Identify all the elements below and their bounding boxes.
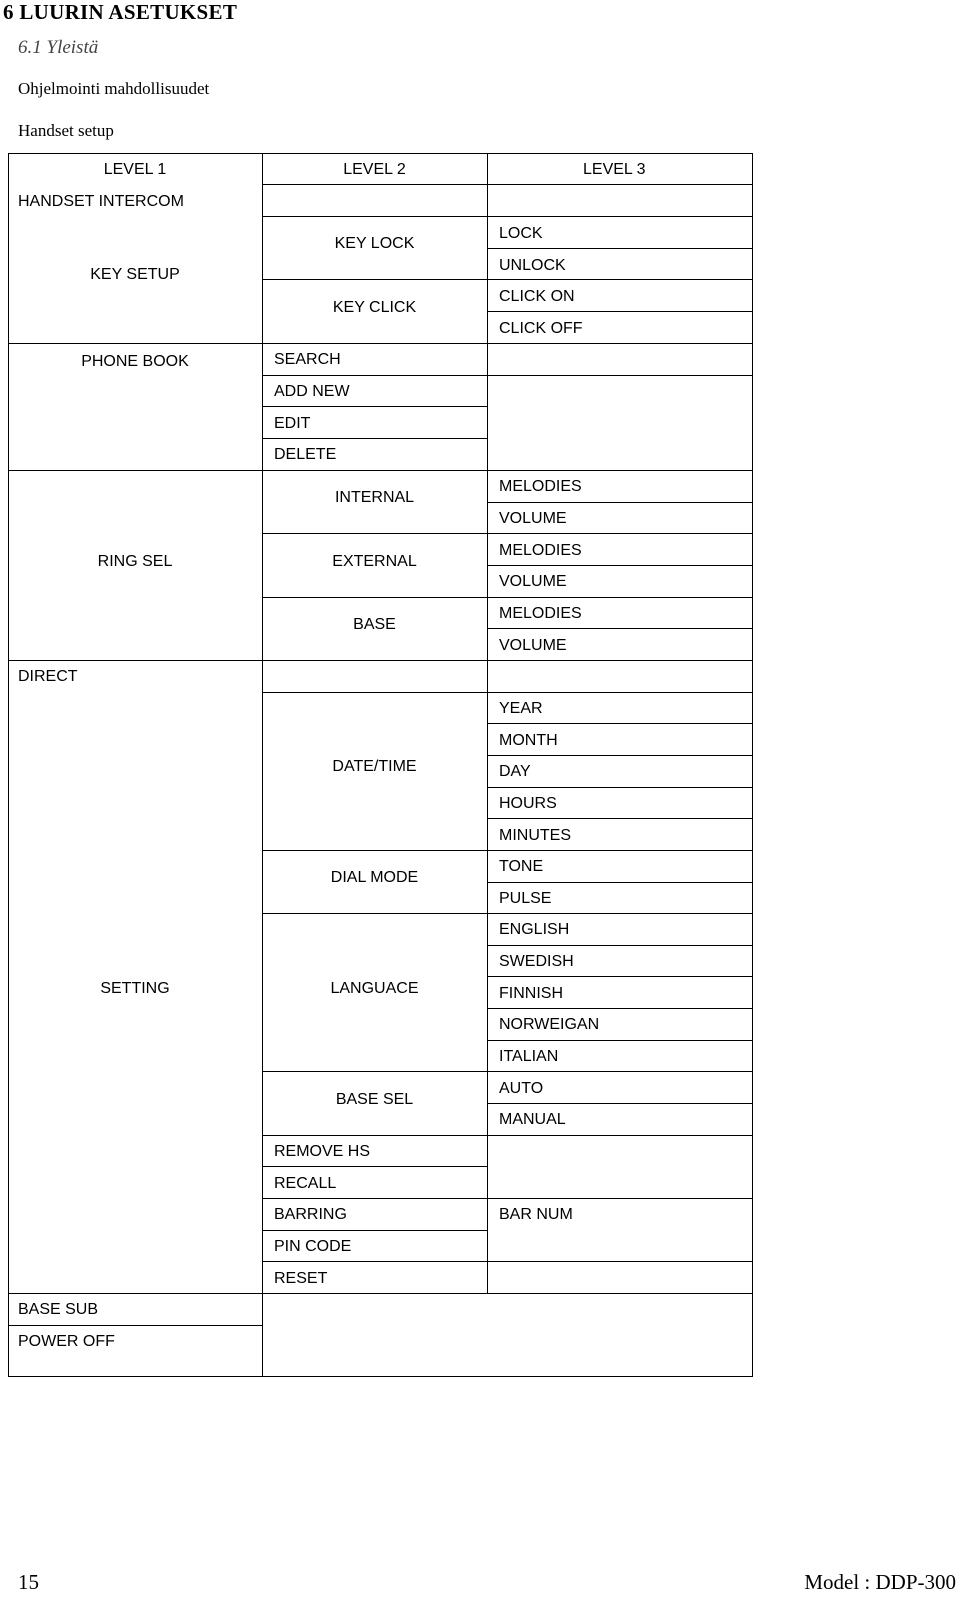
- volume: VOLUME: [499, 573, 567, 590]
- header-level-1: LEVEL 1: [103, 161, 167, 178]
- handset-intercom: HANDSET INTERCOM: [18, 193, 184, 210]
- setting: SETTING: [100, 980, 170, 997]
- tone: TONE: [499, 858, 544, 875]
- melodies: MELODIES: [499, 478, 582, 495]
- power-off: POWER OFF: [18, 1333, 115, 1350]
- volume: VOLUME: [499, 510, 567, 527]
- internal: INTERNAL: [334, 489, 415, 506]
- bar-num: BAR NUM: [499, 1206, 573, 1223]
- minutes: MINUTES: [499, 827, 571, 844]
- base-sel: BASE SEL: [335, 1091, 414, 1108]
- year: YEAR: [499, 700, 543, 717]
- date-time: DATE/TIME: [332, 758, 417, 775]
- melodies: MELODIES: [499, 542, 582, 559]
- hours: HOURS: [499, 795, 557, 812]
- page-number: 15: [18, 1570, 39, 1594]
- add-new: ADD NEW: [274, 383, 350, 400]
- key-lock: KEY LOCK: [334, 235, 415, 252]
- swedish: SWEDISH: [499, 953, 574, 970]
- key-setup: KEY SETUP: [90, 266, 180, 283]
- key-click: KEY CLICK: [332, 299, 417, 316]
- delete: DELETE: [274, 446, 337, 463]
- norweigan: NORWEIGAN: [499, 1016, 600, 1033]
- english: ENGLISH: [499, 921, 570, 938]
- melodies: MELODIES: [499, 605, 582, 622]
- click-off: CLICK OFF: [499, 320, 583, 337]
- volume: VOLUME: [499, 637, 567, 654]
- remove-hs: REMOVE HS: [274, 1143, 371, 1160]
- header-level-3: LEVEL 3: [583, 161, 646, 178]
- click-on: CLICK ON: [499, 288, 575, 305]
- pulse: PULSE: [499, 890, 552, 907]
- intro-text: Ohjelmointi mahdollisuudet: [18, 79, 210, 98]
- day: DAY: [499, 763, 531, 780]
- base: BASE: [353, 616, 396, 633]
- ring-sel: RING SEL: [97, 553, 173, 570]
- dial-mode: DIAL MODE: [330, 869, 419, 886]
- finnish: FINNISH: [499, 985, 563, 1002]
- manual: MANUAL: [499, 1111, 566, 1128]
- model-name: Model : DDP-300: [804, 1570, 956, 1594]
- external: EXTERNAL: [332, 553, 417, 570]
- base-sub: BASE SUB: [18, 1301, 99, 1318]
- recall: RECALL: [274, 1175, 337, 1192]
- direct: DIRECT: [18, 668, 78, 685]
- languace: LANGUACE: [330, 980, 419, 997]
- search: SEARCH: [274, 351, 341, 368]
- month: MONTH: [499, 732, 558, 749]
- barring: BARRING: [274, 1206, 347, 1223]
- phone-book: PHONE BOOK: [81, 353, 189, 370]
- handset-setup-table: [8, 153, 753, 1377]
- subsection-heading: 6.1 Yleistä: [18, 37, 99, 58]
- italian: ITALIAN: [499, 1048, 559, 1065]
- pin-code: PIN CODE: [274, 1238, 352, 1255]
- header-level-2: LEVEL 2: [343, 161, 406, 178]
- lock: LOCK: [499, 225, 543, 242]
- reset: RESET: [274, 1270, 328, 1287]
- section-heading: 6 LUURIN ASETUKSET: [3, 0, 238, 24]
- unlock: UNLOCK: [499, 257, 566, 274]
- auto: AUTO: [499, 1080, 544, 1097]
- edit: EDIT: [274, 415, 311, 432]
- table-caption: Handset setup: [18, 121, 114, 140]
